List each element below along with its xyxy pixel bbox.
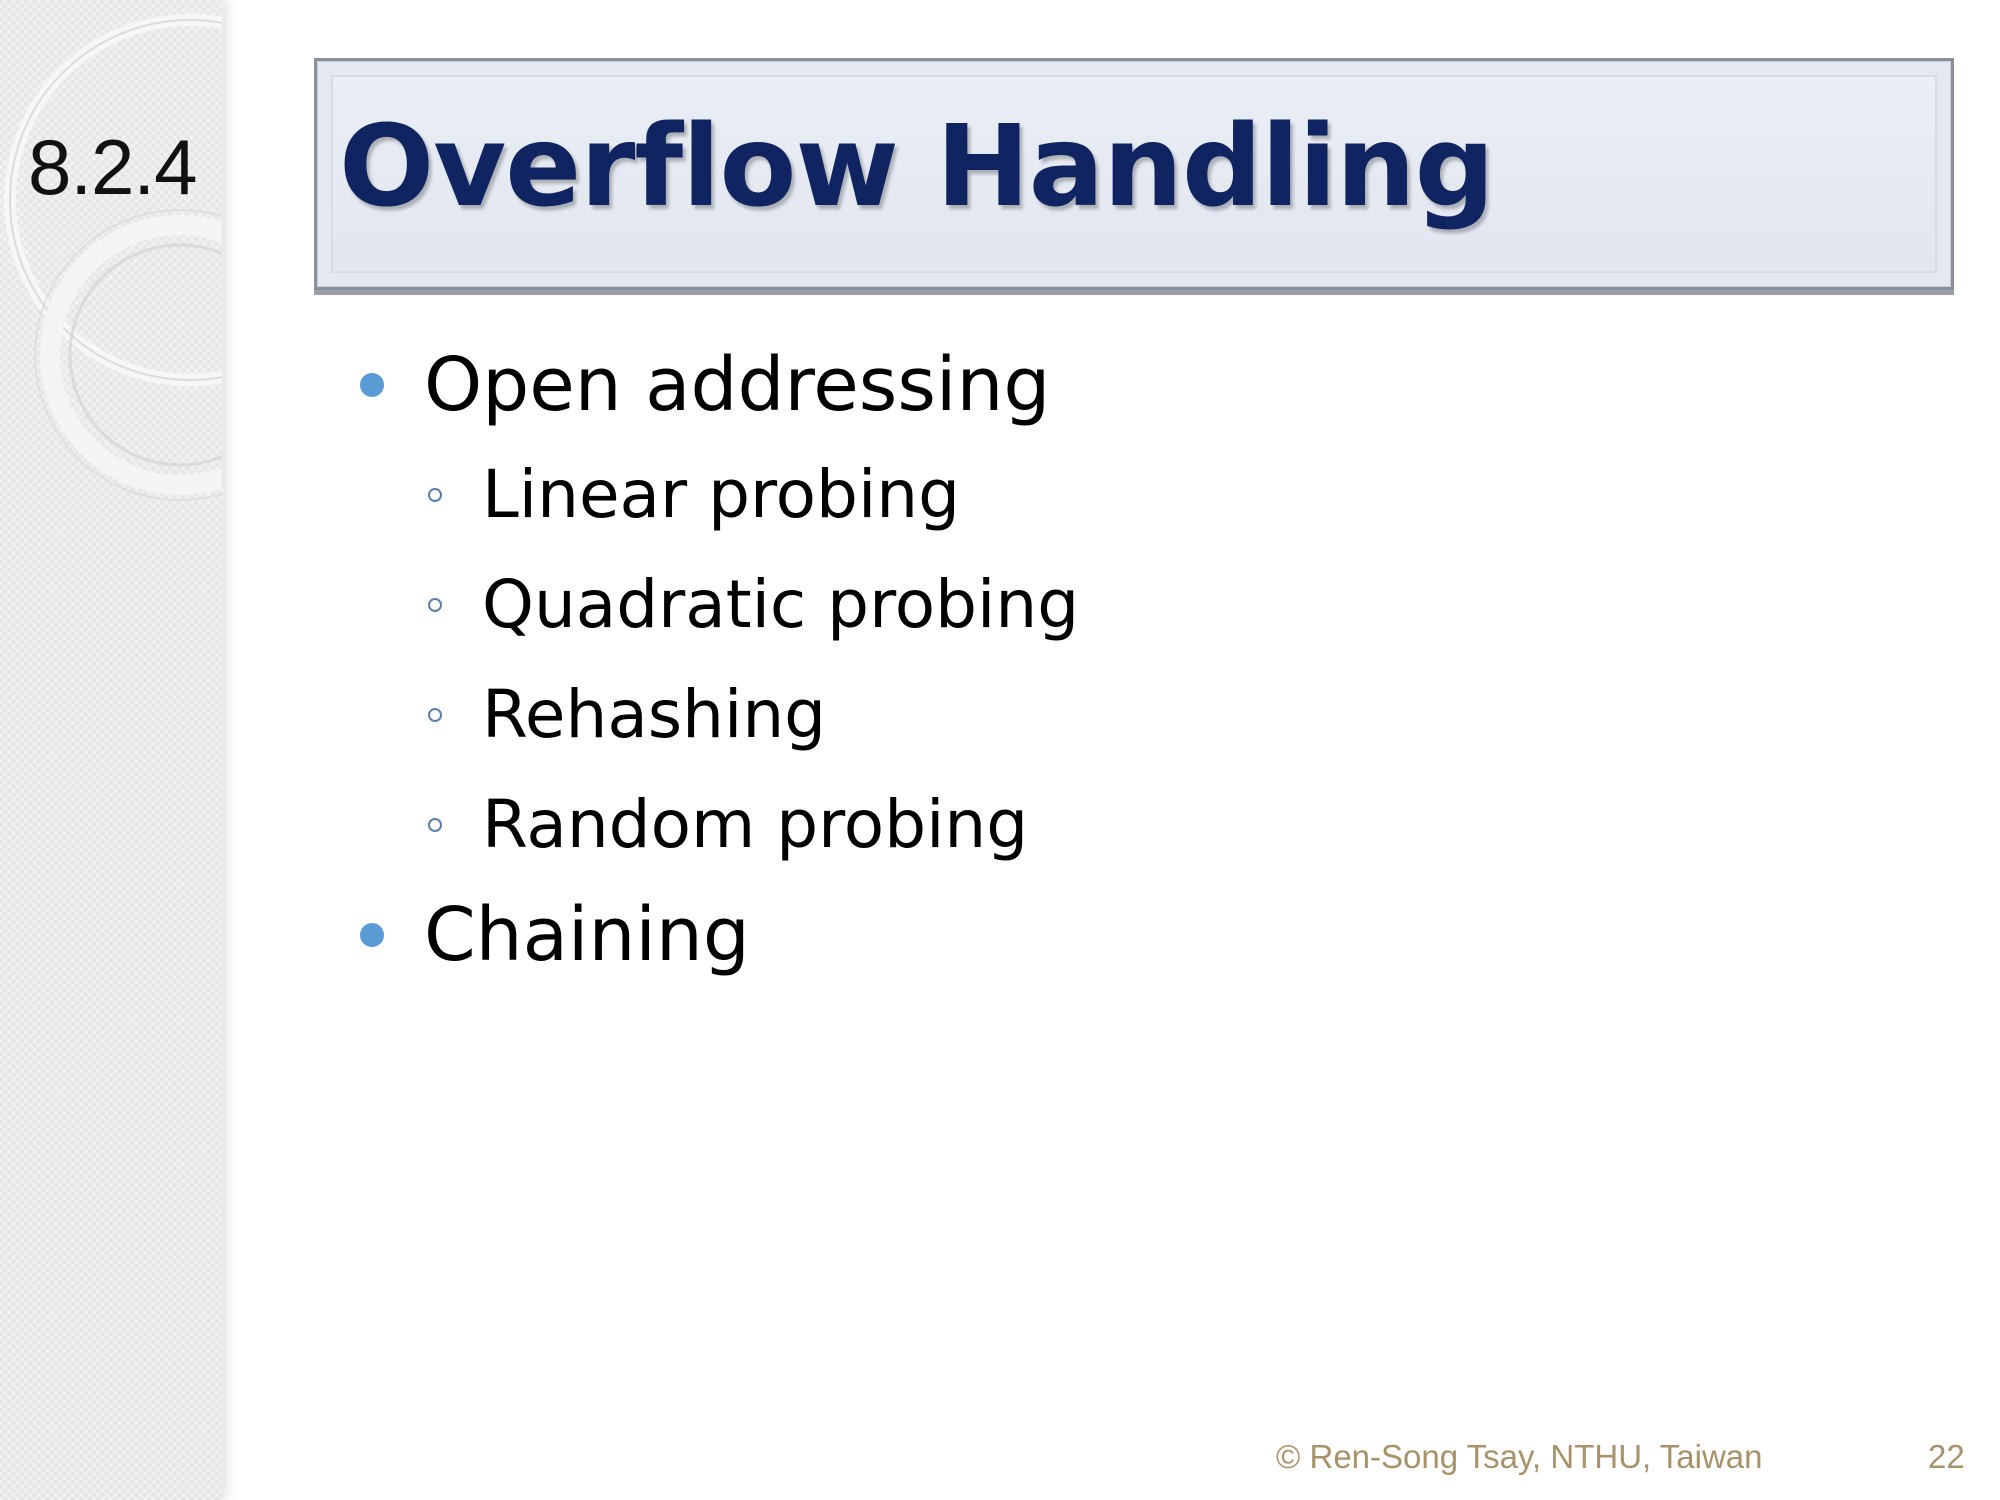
sub-bullet-item-random-probing [350, 770, 1850, 880]
bullet-dot-icon [360, 373, 384, 397]
footer-copyright: © Ren-Song Tsay, NTHU, Taiwan [1276, 1438, 1763, 1475]
sub-bullet-text: Rehashing [482, 676, 827, 753]
section-number: 8.2.4 [28, 123, 197, 211]
sub-bullet-item-linear-probing [350, 440, 1850, 550]
bullet-text: Open addressing [424, 342, 1051, 428]
bullet-dot-icon [360, 923, 384, 947]
sub-bullet-item-quadratic-probing [350, 550, 1850, 660]
bullet-list [350, 330, 1850, 990]
page-number: 22 [1928, 1438, 1965, 1475]
left-decorative-strip [0, 0, 222, 1500]
decorative-rings [0, 0, 222, 520]
sub-bullet-text: Random probing [482, 786, 1029, 863]
slide-title: Overflow Handling [339, 102, 1494, 232]
title-box [314, 58, 1954, 290]
sub-bullet-circle-icon [428, 598, 442, 612]
sub-bullet-circle-icon [428, 708, 442, 722]
sub-bullet-text: Quadratic probing [482, 566, 1080, 643]
sub-bullet-circle-icon [428, 488, 442, 502]
sub-bullet-text: Linear probing [482, 456, 961, 533]
sub-bullet-circle-icon [428, 818, 442, 832]
bullet-text: Chaining [424, 892, 750, 978]
bullet-item-chaining [350, 880, 1850, 990]
bullet-item-open-addressing [350, 330, 1850, 440]
sub-bullet-item-rehashing [350, 660, 1850, 770]
